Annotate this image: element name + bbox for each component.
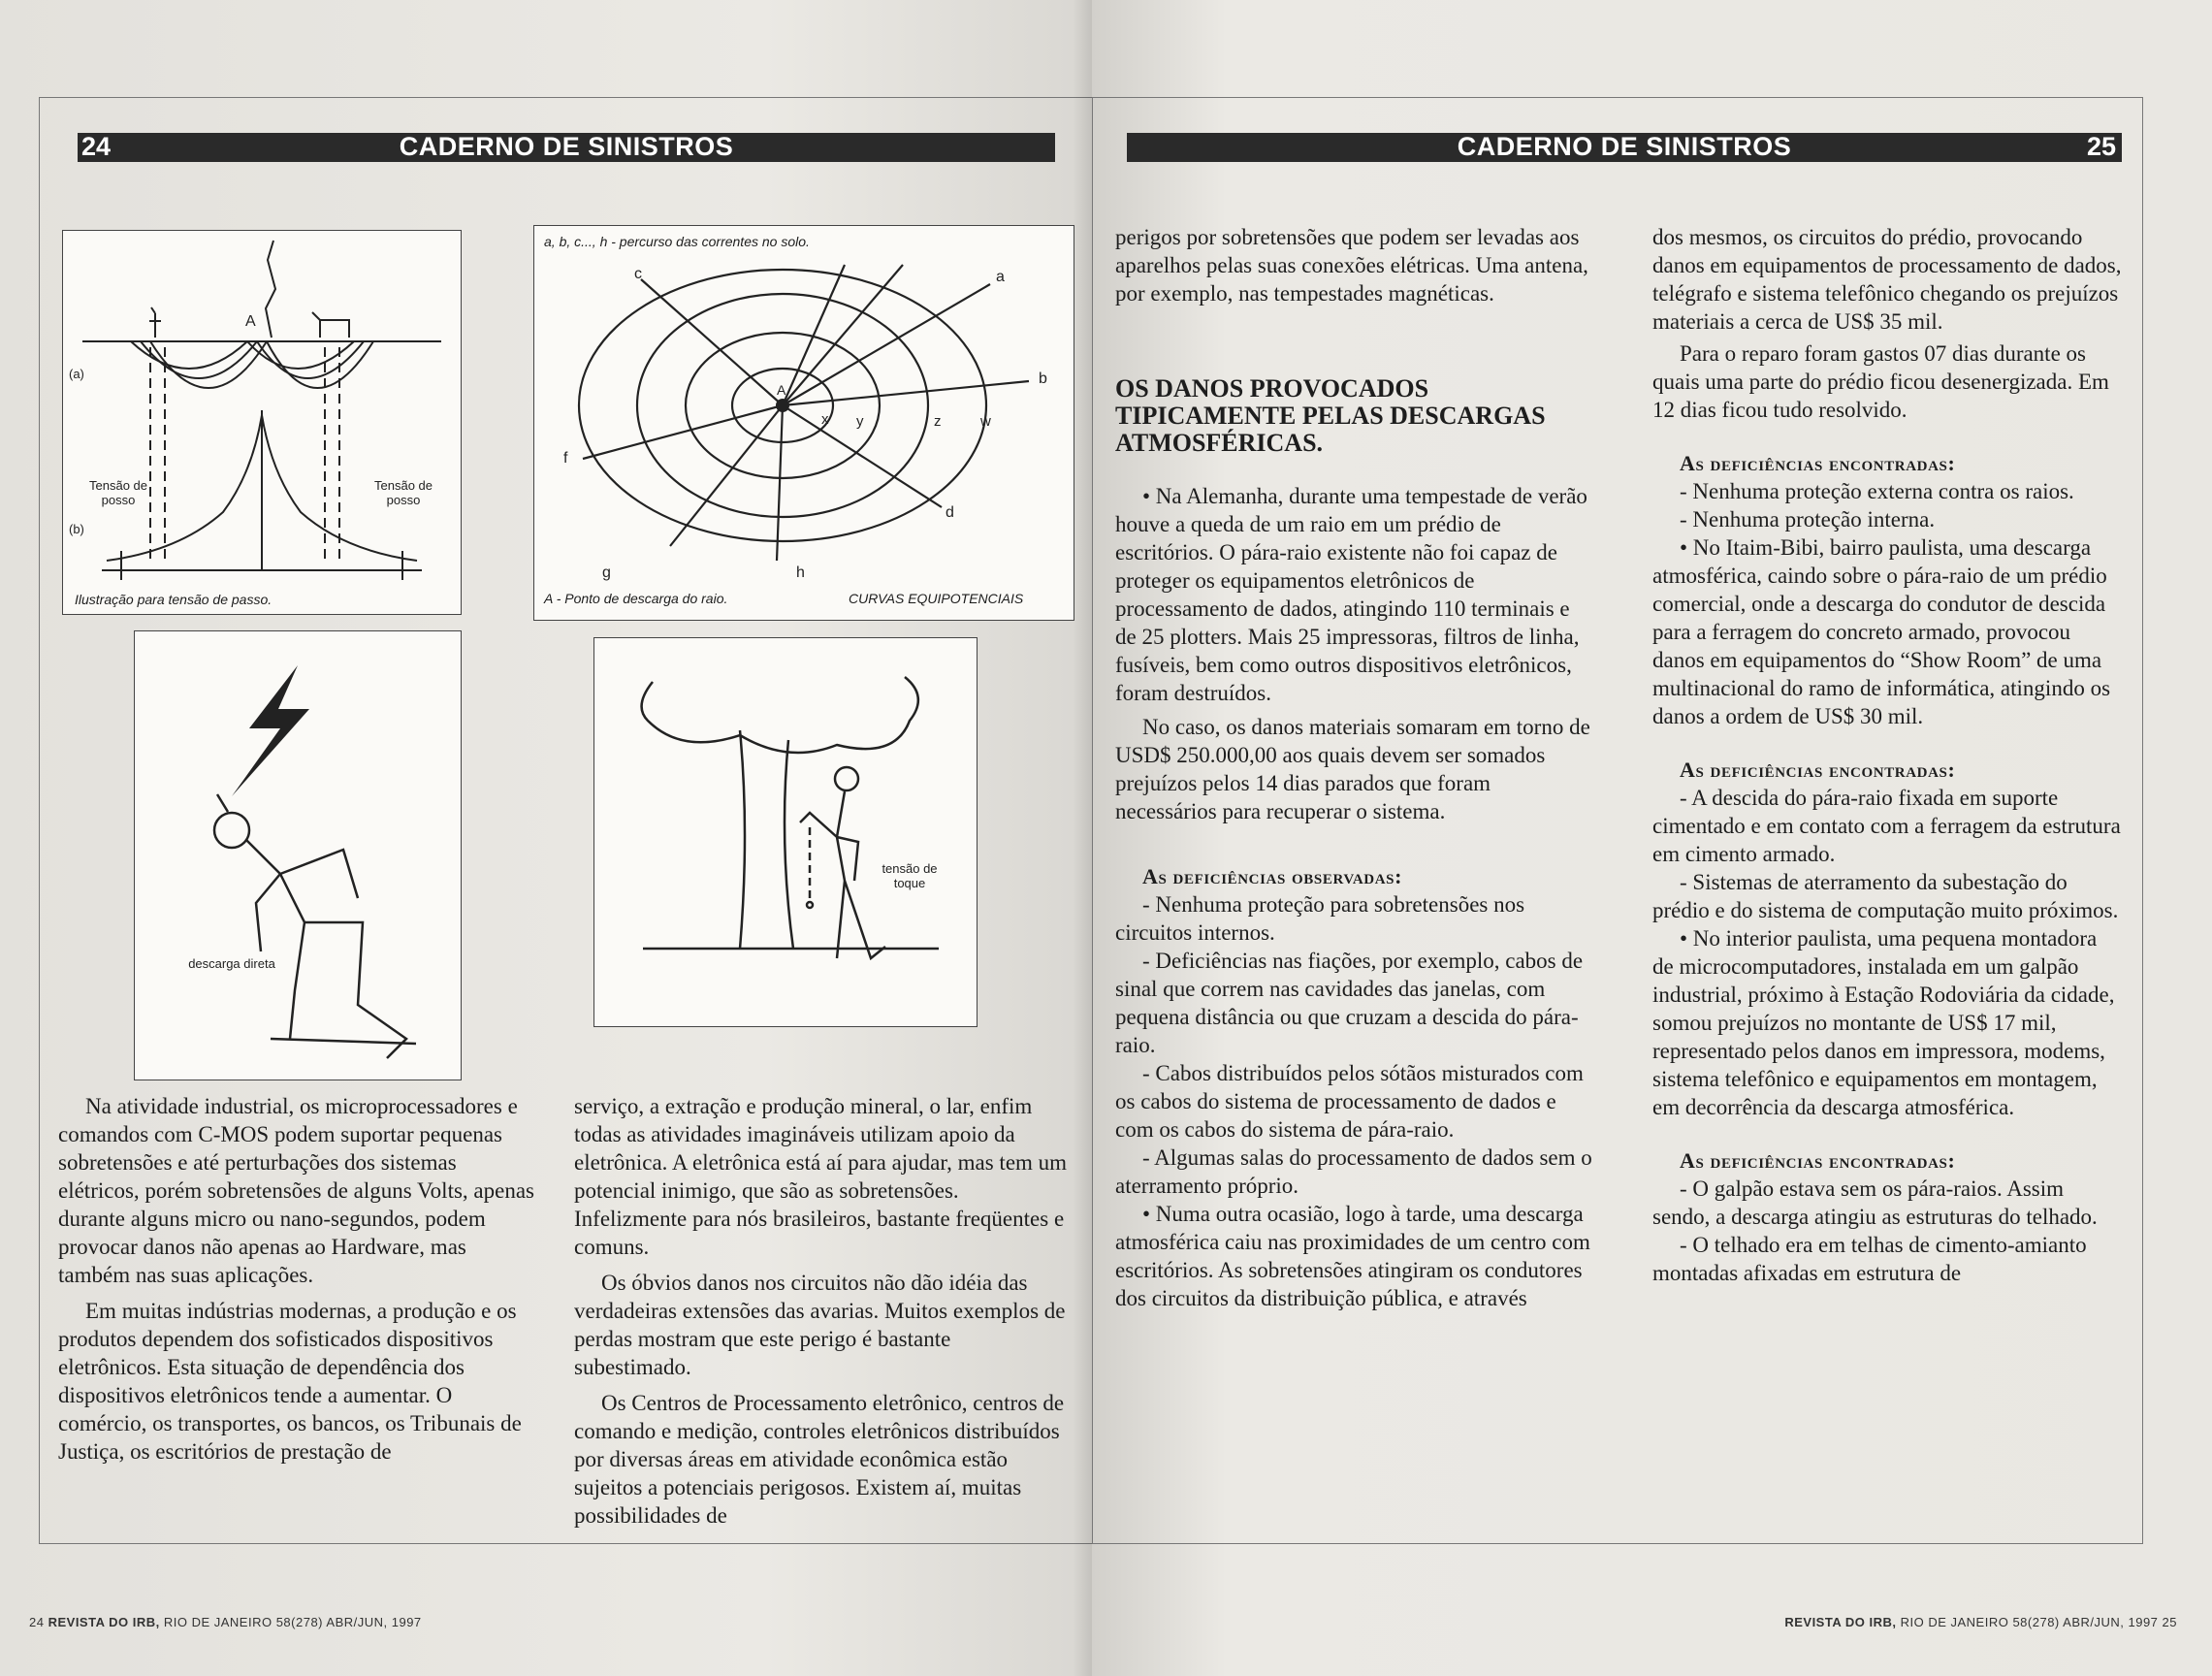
figure-touch-voltage: [593, 637, 978, 1027]
curve-g: g: [602, 564, 611, 581]
footer-rest: RIO DE JANEIRO 58(278) ABR/JUN, 1997: [163, 1615, 422, 1629]
list-item: - A descida do pára-raio fixada em suporte cimentado e em contato com a ferragem da estrutura em cimento armado.: [1652, 786, 2121, 866]
section-title: CADERNO DE SINISTROS: [1457, 132, 1792, 161]
ring-w: w: [980, 413, 991, 430]
curve-b: b: [1039, 371, 1047, 387]
paragraph: dos mesmos, os circuitos do prédio, provocando danos em equipamentos de processamento de dados, telégrafo e sistema telefônico chegando os prejuízos materiais a cerca de US$ 35 mil.: [1652, 225, 2122, 334]
list-item: - Algumas salas do processamento de dados sem o aterramento próprio.: [1115, 1145, 1592, 1198]
subheading: As deficiências observadas:: [1142, 864, 1403, 888]
footer-page: 24: [29, 1615, 45, 1629]
section-heading: OS DANOS PROVOCADOS TIPICAMENTE PELAS DESCARGAS ATMOSFÉRICAS.: [1115, 374, 1546, 457]
paragraph: serviço, a extração e produção mineral, o lar, enfim todas as atividades imagináveis utilizam apoio da eletrônica. A eletrônica está aí para ajudar, mas tem um potencial inimigo, que são as sobretensões. Infelizmente para nós brasileiros, bastante freqüentes e comuns.: [574, 1094, 1068, 1259]
figure-caption: Ilustração para tensão de passo.: [75, 592, 272, 607]
point-a: A: [777, 382, 786, 398]
paragraph: No caso, os danos materiais somaram em torno de USD$ 250.000,00 aos quais devem ser somados prejuízos pelos 14 dias parados que foram necessários para recuperar o sistema.: [1115, 715, 1590, 823]
page-number: 24: [81, 132, 112, 161]
label-b: (b): [69, 522, 84, 536]
footer-page: 25: [2162, 1615, 2177, 1629]
tension-left-label: Tensão de posso: [89, 478, 147, 507]
ring-y: y: [856, 413, 864, 430]
curve-a: a: [996, 269, 1005, 285]
list-item: - Nenhuma proteção interna.: [1680, 507, 1936, 532]
paragraph: Para o reparo foram gastos 07 dias durante os quais uma parte do prédio ficou desenergizada. Em 12 dias ficou tudo resolvido.: [1652, 341, 2109, 422]
equipotential-top-caption: a, b, c..., h - percurso das correntes no solo.: [544, 234, 810, 249]
direct-strike-label: descarga direta: [188, 956, 275, 971]
paragraph: Os óbvios danos nos circuitos não dão idéia das verdadeiras extensões das avarias. Muitos exemplos de perdas mostram que este perigo é bastante subestimado.: [574, 1271, 1066, 1379]
touch-voltage-label: tensão de toque: [882, 861, 938, 890]
figure-direct-strike: [134, 630, 462, 1080]
paragraph: Na atividade industrial, os microprocessadores e comandos com C-MOS podem suportar pequenas sobretensões e até perturbações dos sistemas elétricos, porém sobretensões de alguns Volts, apenas durante alguns micro ou nano-segundos, podem provocar danos não apenas ao Hardware, mas também nas suas aplicações.: [58, 1094, 534, 1287]
page-footer: [1784, 1615, 2177, 1629]
section-title: CADERNO DE SINISTROS: [399, 132, 734, 161]
list-item: - O telhado era em telhas de cimento-amianto montadas afixadas em estrutura de: [1652, 1233, 2087, 1285]
list-item: - Cabos distribuídos pelos sótãos misturados com os cabos do sistema de processamento de dados e com os cabos do sistema de pára-raio.: [1115, 1061, 1584, 1142]
subheading: As deficiências encontradas:: [1680, 1148, 1956, 1173]
label-a: (a): [69, 367, 84, 381]
footer-magazine: REVISTA DO IRB,: [48, 1615, 160, 1629]
right-page: [1092, 0, 2212, 1676]
list-item: - Nenhuma proteção externa contra os raios.: [1680, 479, 2074, 503]
curve-c: c: [634, 266, 642, 282]
page-footer: [29, 1615, 422, 1629]
footer-magazine: REVISTA DO IRB,: [1784, 1615, 1897, 1629]
touch-voltage-drawing: [594, 638, 977, 1026]
curve-d: d: [946, 504, 954, 521]
paragraph: • No Itaim-Bibi, bairro paulista, uma descarga atmosférica, caindo sobre o pára-raio de um prédio comercial, onde a descarga do condutor de descida para a ferragem do concreto armado, provocou danos em equipamentos do “Show Room” de uma multinacional do ramo de informática, atingindo os danos a ordem de US$ 30 mil.: [1652, 535, 2111, 728]
paragraph: Os Centros de Processamento eletrônico, centros de comando e medição, controles eletrônicos distribuídos por diversas áreas em atividade econômica estão sujeitos a potenciais perigosos. Existem aí, muitas possibilidades de: [574, 1391, 1065, 1528]
step-voltage-drawing: [63, 231, 461, 614]
direct-strike-drawing: [135, 631, 461, 1080]
right-column-1: [1115, 223, 1592, 1312]
list-item: - O galpão estava sem os pára-raios. Assim sendo, a descarga atingiu as estruturas do telhado.: [1652, 1176, 2098, 1229]
curve-f: f: [563, 450, 568, 467]
ring-z: z: [934, 413, 942, 430]
paragraph: • Numa outra ocasião, logo à tarde, uma descarga atmosférica caiu nas proximidades de um centro com escritórios. As sobretensões atingiram os condutores dos circuitos da distribuição pública, e através: [1115, 1202, 1590, 1310]
paragraph: • Na Alemanha, durante uma tempestade de verão houve a queda de um raio em um prédio de escritórios. O pára-raio existente não foi capaz de proteger os equipamentos eletrônicos de processamento de dados, atingindo 110 terminais e de 25 plotters. Mais 25 impressoras, filtros de linha, fusíveis, bem como outros dispositivos eletrônicos, foram destruídos.: [1115, 484, 1587, 705]
paragraph: • No interior paulista, uma pequena montadora de microcomputadores, instalada em um galpão industrial, próximo à Estação Rodoviária da cidade, somou prejuízos no montante de US$ 17 mil, representado pelos danos em impressora, modems, sistema telefônico e equipamentos em montagem, em decorrência da descarga atmosférica.: [1652, 926, 2115, 1119]
equipotential-bottom-left: A - Ponto de descarga do raio.: [544, 591, 728, 606]
left-page: [0, 0, 1092, 1676]
list-item: - Sistemas de aterramento da subestação do prédio e do sistema de computação muito próximos.: [1652, 870, 2119, 922]
list-item: - Deficiências nas fiações, por exemplo, cabos de sinal que correm nas cavidades das janelas, com pequena distância ou que cruzam a descida do pára-raio.: [1115, 949, 1584, 1057]
figure-step-voltage: [62, 230, 462, 615]
curve-h: h: [796, 564, 805, 581]
footer-rest: RIO DE JANEIRO 58(278) ABR/JUN, 1997: [1900, 1615, 2159, 1629]
header-bar: [78, 133, 1055, 162]
right-column-2: [1652, 223, 2122, 1287]
ring-x: x: [821, 411, 829, 428]
subheading: As deficiências encontradas:: [1680, 757, 1956, 782]
left-column-1: [58, 1092, 537, 1466]
equipotential-bottom-right: CURVAS EQUIPOTENCIAIS: [849, 591, 1024, 606]
point-a-label: A: [245, 313, 256, 330]
paragraph: Em muitas indústrias modernas, a produção e os produtos dependem dos sofisticados dispositivos eletrônicos. Esta situação de dependência dos dispositivos eletrônicos tende a aumentar. O comércio, os transportes, os bancos, os Tribunais de Justiça, os escritórios de prestação de: [58, 1299, 522, 1464]
left-column-2: [574, 1092, 1071, 1530]
header-bar: [1127, 133, 2122, 162]
page-number: 25: [2086, 132, 2116, 161]
figure-equipotential: [533, 225, 1074, 621]
list-item: - Nenhuma proteção para sobretensões nos circuitos internos.: [1115, 892, 1525, 945]
subheading: As deficiências encontradas:: [1680, 451, 1956, 475]
paragraph: perigos por sobretensões que podem ser levadas aos aparelhos pelas suas conexões elétricas. Uma antena, por exemplo, nas tempestades magnéticas.: [1115, 225, 1588, 306]
equipotential-drawing: [534, 226, 1074, 620]
tension-right-label: Tensão de posso: [374, 478, 433, 507]
